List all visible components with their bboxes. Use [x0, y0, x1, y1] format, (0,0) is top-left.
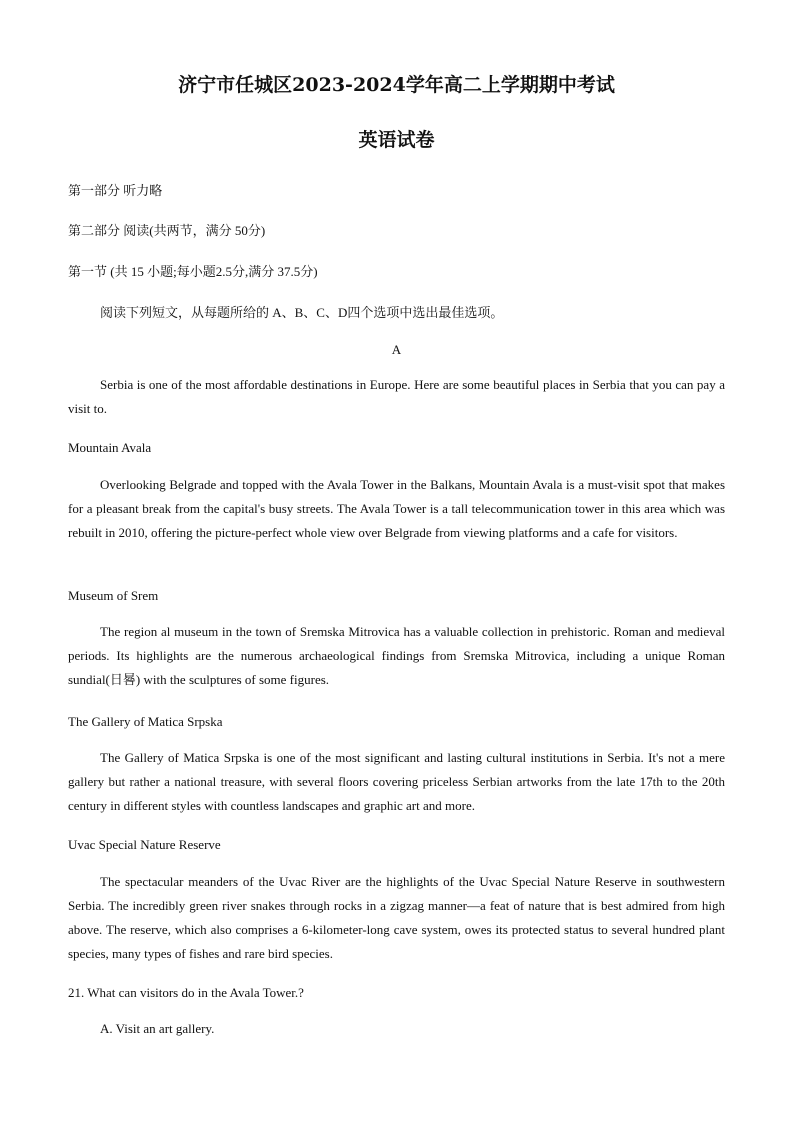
place-paragraph: Overlooking Belgrade and topped with the Avala Tower in the Balkans, Mountain Avala is a must-visit spot that makes for a pleasant break from the capital's busy streets. The Avala Tower is a tall telecommunication tower in this area which was rebuilt in 2010, offering the picture-perfect whole view over Belgrade from viewing platforms and a cafe for visitors.	[68, 477, 725, 540]
section1-heading: 第一节 (共 15 小题;每小题2.5分,满分 37.5分)	[68, 264, 318, 279]
passage-label: A	[391, 342, 402, 357]
place-heading: The Gallery of Matica Srpska	[68, 714, 223, 729]
place-paragraph: The region al museum in the town of Sremska Mitrovica has a valuable collection in prehistoric. Roman and medieval periods. Its highlights are the numerous archaeological findings from Sremska Mitrovica, including a unique Roman sundial(日晷) with the sculptures of some figures.	[68, 624, 725, 687]
place-heading: Museum of Srem	[68, 588, 159, 603]
part2-heading: 第二部分 阅读(共两节，满分 50分)	[68, 223, 266, 238]
question-21-option-a: A. Visit an art gallery.	[100, 1021, 215, 1036]
place-paragraph: The Gallery of Matica Srpska is one of the most significant and lasting cultural institutions in Serbia. It's not a mere gallery but rather a national treasure, with several floors covering priceless Serbian artworks from the late 17th to the 20th century in different styles with countless landscapes and graphic art and more.	[68, 750, 725, 813]
part1-heading: 第一部分 听力略	[68, 183, 163, 198]
intro-paragraph: Serbia is one of the most affordable destinations in Europe. Here are some beautiful places in Serbia that you can pay a visit to.	[68, 377, 725, 416]
question-21: 21. What can visitors do in the Avala Tower.?	[68, 985, 304, 1000]
place-heading: Uvac Special Nature Reserve	[68, 837, 221, 852]
exam-subtitle: 英语试卷	[358, 129, 435, 151]
instructions: 阅读下列短文，从每题所给的 A、B、C、D四个选项中选出最佳选项。	[100, 305, 504, 320]
exam-title: 济宁市任城区2023-2024学年高二上学期期中考试	[178, 74, 615, 96]
place-heading: Mountain Avala	[68, 440, 152, 455]
place-paragraph: The spectacular meanders of the Uvac River are the highlights of the Uvac Special Nature Reserve in southwestern Serbia. The incredibly green river snakes through rocks in a zigzag manner—a feat of nature that is best admired from high above. The reserve, which also comprises a 6-kilometer-long cave system, owes its protected status to several hundred plant species, many types of fishes and rare bird species.	[68, 874, 725, 961]
